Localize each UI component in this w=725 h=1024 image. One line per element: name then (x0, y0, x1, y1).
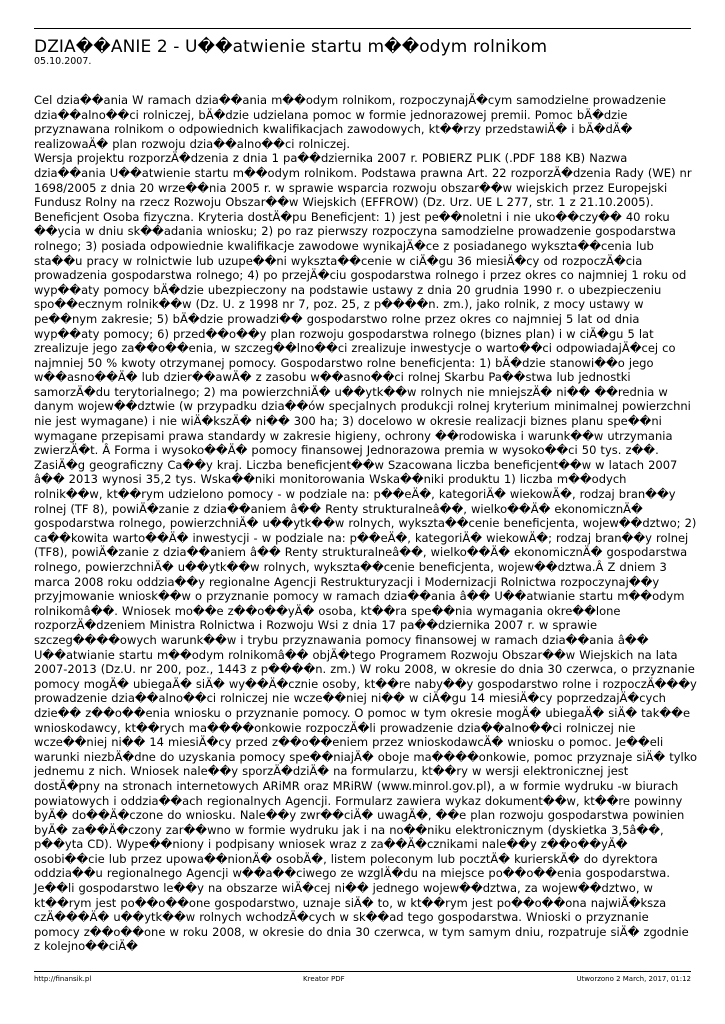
footer-generator: Kreator PDF (303, 975, 345, 983)
footer-site-url: http://finansik.pl (34, 975, 92, 983)
page-title: DZIA��ANIE 2 - U��atwienie startu m��odym rolnikom (34, 37, 548, 57)
paragraph-details: Wersja projektu rozporzÄ�dzenia z dnia 1 pa��dziernika 2007 r. POBIERZ PLIK (.PDF 188 KB) Nazwa dzia��ania U��atwienie startu m��odym rolnikom. Podstawa prawna Art. 22 rozporzÄ�dzenia Rady (WE) nr 1698/2005 z dnia 20 wrze��nia 2005 r. w sprawie wsparcia rozwoju obszar��w wiejskich przez Europejski Fundusz Rolny na rzecz Rozwoju Obszar��w Wiejskich (EFFROW) (Dz. Urz. UE L 277, str. 1 z 21.10.2005). Beneficjent Osoba fizyczna. Kryteria dostÄ�pu Beneficjent: 1) jest pe��noletni i nie uko��czy�� 40 roku ��ycia w dniu sk��adania wniosku; 2) po raz pierwszy rozpoczyna samodzielne prowadzenie gospodarstwa rolnego; 3) posiada odpowiednie kwalifikacje zawodowe wynikajÄ�ce z posiadanego wykszta��cenia lub sta��u pracy w rolnictwie lub uzupe��ni wykszta��cenie w ciÄ�gu 36 miesiÄ�cy od rozpoczÄ�cia prowadzenia gospodarstwa rolnego; 4) po przejÄ�ciu gospodarstwa rolnego i przez okres co najmniej 1 roku od wyp��aty pomocy bÄ�dzie ubezpieczony na podstawie ustawy z dnia 20 grudnia 1990 r. o ubezpieczeniu spo��ecznym rolnik��w (Dz. U. z 1998 nr 7, poz. 25, z p����n. zm.), jako rolnik, z mocy ustawy w pe��nym zakresie; 5) bÄ�dzie prowadzi�� gospodarstwo rolne przez okres co najmniej 5 lat od dnia wyp��aty pomocy; 6) przed��o��y plan rozwoju gospodarstwa rolnego (biznes plan) i w ciÄ�gu 5 lat zrealizuje jego za��o��enia, w szczeg��lno��ci zrealizuje inwestycje o warto��ci odpowiadajÄ�cej co najmniej 50 % kwoty otrzymanej pomocy. Gospodarstwo rolne beneficjenta: 1) bÄ�dzie stanowi��o jego w��asno��Ä� lub dzier��awÄ� z zasobu w��asno��ci rolnej Skarbu Pa��stwa lub jednostki samorzÄ�du terytorialnego; 2) ma powierzchniÄ� u��ytk��w rolnych nie mniejszÄ� ni�� ��rednia w danym wojew��dztwie (w przypadku dzia��ów specjalnych produkcji rolnej kryterium minimalnej powierzchni nie jest wymagane) i nie wiÄ�kszÄ� ni�� 300 ha; 3) docelowo w okresie realizacji biznes planu spe��ni wymagane przepisami prawa standardy w zakresie higieny, ochrony ��rodowiska i warunk��w utrzymania zwierzÄ�t. Â Forma i wysoko��Ä� pomocy finansowej Jednorazowa premia w wysoko��ci 50 tys. z��. ZasiÄ�g geograficzny Ca��y kraj. Liczba beneficjent��w Szacowana liczba beneficjent��w w latach 2007 â�� 2013 wynosi 35,2 tys. Wska��niki monitorowania Wska��niki produktu 1) liczba m��odych rolnik��w, kt��rym udzielono pomocy - w podziale na: p��eÄ�, kategoriÄ� wiekowÄ�, rodzaj bran��y rolnej (TF 8), powiÄ�zanie z dzia��aniem â�� Renty strukturalneâ��, wielko��Ä� ekonomicznÄ� gospodarstwa rolnego, powierzchniÄ� u��ytk��w rolnych, wykszta��cenie beneficjenta, wojew��dztwo; 2) ca��kowita warto��Ä� inwestycji - w podziale na: p��eÄ�, kategoriÄ� wiekowÄ�; rodzaj bran��y rolnej (TF8), powiÄ�zanie z dzia��aniem â�� Renty strukturalneâ��, wielko��Ä� ekonomicznÄ� gospodarstwa rolnego, powierzchniÄ� u��ytk��w rolnych, wykszta��cenie beneficjenta, wojew��dztwa.Â Z dniem 3 marca 2008 roku oddzia��y regionalne Agencji Restrukturyzacji i Modernizacji Rolnictwa rozpoczynaj��y przyjmowanie wniosk��w o przyznanie pomocy w ramach dzia��ania â�� U��atwianie startu m��odym rolnikomâ��. Wniosek mo��e z��o��yÄ� osoba, kt��ra spe��nia wymagania okre��lone rozporzÄ�dzeniem Ministra Rolnictwa i Rozwoju Wsi z dnia 17 pa��dziernika 2007 r. w sprawie szczeg����owych warunk��w i trybu przyznawania pomocy finansowej w ramach dzia��ania â�� U��atwianie startu m��odym rolnikomâ�� objÄ�tego Programem Rozwoju Obszar��w Wiejskich na lata 2007-2013 (Dz.U. nr 200, poz., 1443 z p����n. zm.) W roku 2008, w okresie do dnia 30 czerwca, o przyznanie pomocy mogÄ� ubiegaÄ� siÄ� wy��Ä�cznie osoby, kt��re naby��y gospodarstwo rolne i rozpoczÄ���y prowadzenie dzia��alno��ci rolniczej nie wcze��niej ni�� w ciÄ�gu 14 miesiÄ�cy poprzedzajÄ�cych dzie�� z��o��enia wniosku o przyznanie pomocy. O pomoc w tym okresie mogÄ� ubiegaÄ� siÄ� tak��e wnioskodawcy, kt��rych ma����onkowie rozpoczÄ�li prowadzenie dzia��alno��ci rolniczej nie wcze��niej ni�� 14 miesiÄ�cy przed z��o��eniem przez wnioskodawcÄ� wniosku o pomoc. Je��eli warunki niezbÄ�dne do uzyskania pomocy spe��niajÄ� oboje ma����onkowie, pomoc przyznaje siÄ� tylko jednemu z nich. Wniosek nale��y sporzÄ�dziÄ� na formularzu, kt��ry w wersji elektronicznej jest dostÄ�pny na stronach internetowych ARiMR oraz MRiRW (www.minrol.gov.pl), a w formie wydruku -w biurach powiatowych i oddzia��ach regionalnych Agencji. Formularz zawiera wykaz dokument��w, kt��re powinny byÄ� do��Ä�czone do wniosku. Nale��y zwr��ciÄ� uwagÄ�, ��e plan rozwoju gospodarstwa powinien byÄ� za��Ä�czony zar��wno w formie wydruku jak i na no��niku elektronicznym (dyskietka 3,5â��, p��yta CD). Wype��niony i podpisany wniosek wraz z za��Ä�cznikami nale��y z��o��yÄ� osobi��cie lub przez upowa��nionÄ� osobÄ�, listem poleconym lub pocztÄ� kurierskÄ� do dyrektora oddzia��u regionalnego Agencji w��a��ciwego ze wzglÄ�du na miejsce po��o��enia gospodarstwa. Je��li gospodarstwo le��y na obszarze wiÄ�cej ni�� jednego wojew��dztwa, za wojew��dztwo, w kt��rym jest po��o��one gospodarstwo, uznaje siÄ� to, w kt��rym jest po��o��ona najwiÄ�ksza czÄ���Ä� u��ytk��w rolnych wchodzÄ�cych w sk��ad tego gospodarstwa. Wnioski o przyznanie pomocy z��o��one w roku 2008, w okresie do dnia 30 czerwca, w tym samym dniu, rozpatruje siÄ� zgodnie z kolejno��ciÄ� (34, 151, 698, 954)
top-divider (34, 28, 691, 29)
bottom-divider (34, 971, 691, 972)
publication-date: 05.10.2007. (34, 56, 92, 67)
footer-created-timestamp: Utworzono 2 March, 2017, 01:12 (576, 975, 691, 983)
article-body (34, 93, 698, 954)
paragraph-goal: Cel dzia��ania W ramach dzia��ania m��odym rolnikom, rozpoczynajÄ�cym samodzielne prowadzenie dzia��alno��ci rolniczej, bÄ�dzie udzielana pomoc w formie jednorazowej premii. Pomoc bÄ�dzie przyznawana rolnikom o odpowiednich kwalifikacjach zawodowych, kt��rzy przedstawiÄ� i bÄ�dÄ� realizowaÄ� plan rozwoju dzia��alno��ci rolniczej. (34, 93, 666, 151)
